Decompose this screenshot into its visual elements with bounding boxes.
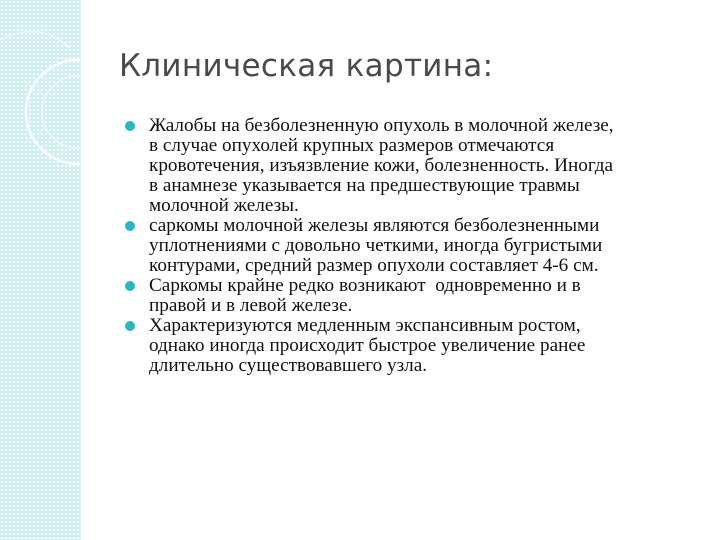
decorative-side-panel (0, 0, 80, 540)
bullet-dot-icon (125, 121, 135, 131)
bullet-dot-icon (125, 221, 135, 231)
bullet-line: Саркомы крайне редко возникают одновременно и в (149, 275, 581, 296)
bullet-line: в случае опухолей крупных размеров отмечаются (149, 135, 555, 156)
bullet-line: правой и в левой железе. (149, 295, 353, 316)
bullet-line: в анамнезе указывается на предшествующие травмы (149, 175, 580, 196)
bullet-item (125, 216, 695, 276)
bullet-line: контурами, средний размер опухоли составляет 4-6 см. (149, 255, 599, 276)
bullet-item (125, 116, 695, 216)
bullet-line: однако иногда происходит быстрое увеличение ранее (149, 335, 586, 356)
bullet-item (125, 276, 695, 316)
bullet-list (125, 116, 695, 376)
bullet-line: саркомы молочной железы являются безболезненными (149, 215, 600, 236)
side-divider (80, 0, 81, 540)
bullet-line: уплотнениями с довольно четкими, иногда бугристыми (149, 235, 603, 256)
bullet-line: Жалобы на безболезненную опухоль в молочной железе, (149, 115, 614, 136)
bullet-dot-icon (125, 281, 135, 291)
bullet-line: Характеризуются медленным экспансивным ростом, (149, 315, 581, 336)
decorative-swirl-graphic (0, 0, 80, 540)
bullet-item (125, 316, 695, 376)
bullet-line: кровотечения, изъязвление кожи, болезненность. Иногда (149, 155, 614, 176)
bullet-line: длительно существовавшего узла. (149, 355, 428, 376)
bullet-dot-icon (125, 321, 135, 331)
slide-title: Клиническая картина: (119, 48, 494, 84)
bullet-line: молочной железы. (149, 195, 299, 216)
